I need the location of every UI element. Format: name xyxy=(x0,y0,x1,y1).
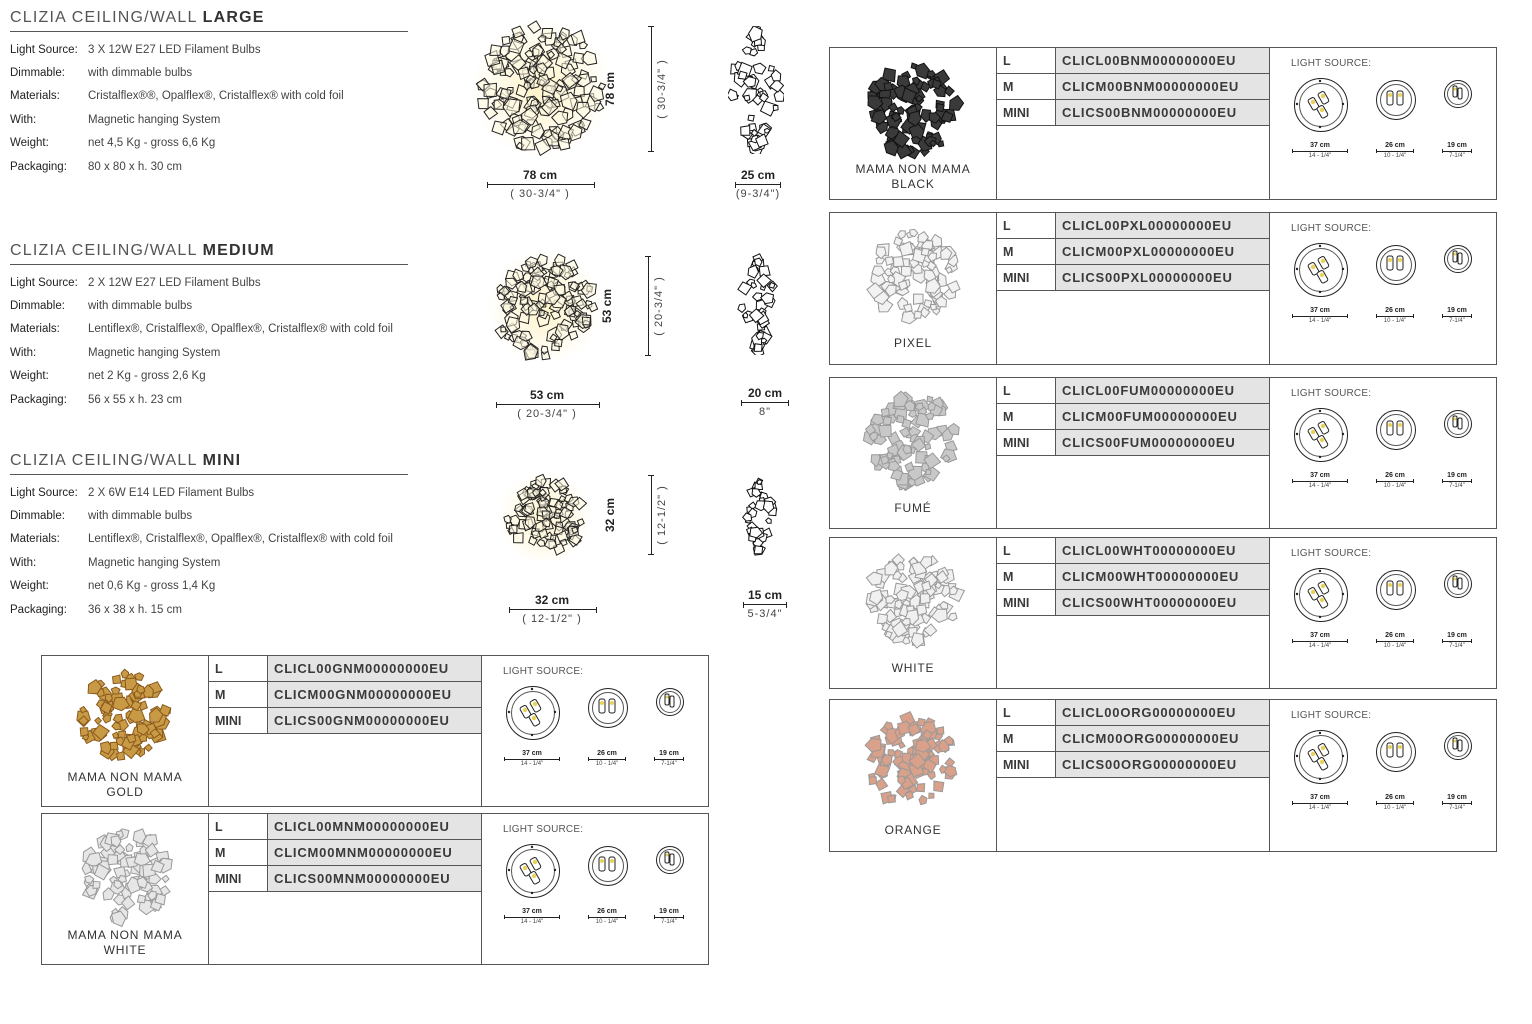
bulb-medium-dim: 26 cm 10 - 1/4" xyxy=(1376,307,1414,324)
bulb-medium-dim: 26 cm 10 - 1/4" xyxy=(1376,472,1414,489)
product-code: CLICS00MNM00000000EU xyxy=(267,866,481,891)
code-row xyxy=(997,74,1269,100)
product-code: CLICM00WHT00000000EU xyxy=(1055,564,1269,589)
light-source-panel xyxy=(481,814,708,964)
size-label: MINI xyxy=(1003,270,1030,285)
finish-name: FUMÉ xyxy=(894,501,932,515)
code-row xyxy=(209,814,481,840)
size-label: M xyxy=(1003,731,1014,746)
bulb-mini-icon xyxy=(656,846,684,874)
size-label: M xyxy=(1003,79,1014,94)
product-card xyxy=(41,813,709,965)
bulb-large-dim: 37 cm 14 - 1/4" xyxy=(1292,632,1348,649)
product-code: CLICM00GNM00000000EU xyxy=(267,682,481,707)
lamp-medium-side-icon xyxy=(736,253,780,355)
bulb-large-dim: 37 cm 14 - 1/4" xyxy=(1292,142,1348,159)
code-table xyxy=(997,48,1269,126)
lamp-finish-icon xyxy=(830,704,996,824)
spec-row: Packaging: 56 x 55 x h. 23 cm xyxy=(10,393,182,406)
finish-name: PIXEL xyxy=(893,336,933,350)
spec-row: With: Magnetic hanging System xyxy=(10,113,221,126)
product-code: CLICS00ORG00000000EU xyxy=(1055,752,1269,777)
lamp-mini-side-icon xyxy=(742,474,778,556)
product-code: CLICL00GNM00000000EU xyxy=(267,656,481,681)
bulb-large-icon xyxy=(1294,568,1348,622)
product-code: CLICS00WHT00000000EU xyxy=(1055,590,1269,615)
spec-row: Dimmable: with dimmable bulbs xyxy=(10,300,193,313)
code-row xyxy=(997,430,1269,456)
size-label: L xyxy=(1003,53,1011,68)
product-card xyxy=(829,47,1497,200)
lamp-large-front-icon xyxy=(468,20,614,156)
spec-row: Packaging: 80 x 80 x h. 30 cm xyxy=(10,160,182,173)
bulb-large-icon xyxy=(1294,78,1348,132)
product-code: CLICM00BNM00000000EU xyxy=(1055,74,1269,99)
size-label: L xyxy=(1003,705,1011,720)
spec-title: CLIZIA CEILING/WALL MINI xyxy=(10,452,408,475)
spec-row: Packaging: 36 x 38 x h. 15 cm xyxy=(10,603,182,616)
code-row xyxy=(997,538,1269,564)
bulb-mini-icon xyxy=(1444,570,1472,598)
bulb-mini-icon xyxy=(1444,80,1472,108)
spec-row: Materials: Lentiflex®, Cristalflex®, Opalflex®, Cristalflex® with cold foil xyxy=(10,533,393,546)
spec-title: CLIZIA CEILING/WALL MEDIUM xyxy=(10,242,408,265)
product-code: CLICL00ORG00000000EU xyxy=(1055,700,1269,725)
light-source-title: LIGHT SOURCE: xyxy=(1291,223,1372,234)
light-source-panel xyxy=(1269,700,1496,851)
code-row xyxy=(997,100,1269,126)
bulb-medium-dim: 26 cm 10 - 1/4" xyxy=(588,908,626,925)
dim-mini-depth: 15 cm 5-3/4" xyxy=(742,588,788,620)
finish-name: ORANGE xyxy=(884,823,942,837)
bulb-large-icon xyxy=(1294,408,1348,462)
bulb-medium-icon xyxy=(588,688,628,728)
size-label: MINI xyxy=(1003,595,1030,610)
lamp-mini-front-icon xyxy=(498,466,592,560)
spec-large xyxy=(10,9,408,178)
spec-row: Weight: net 4,5 Kg - gross 6,6 Kg xyxy=(10,137,216,150)
size-label: L xyxy=(1003,383,1011,398)
light-source-title: LIGHT SOURCE: xyxy=(1291,58,1372,69)
size-label: MINI xyxy=(1003,757,1030,772)
spec-row: Light Source: 2 X 6W E14 LED Filament Bulbs xyxy=(10,486,255,499)
bulb-large-dim: 37 cm 14 - 1/4" xyxy=(1292,472,1348,489)
code-row xyxy=(209,656,481,682)
lamp-finish-icon xyxy=(830,52,996,172)
code-row xyxy=(997,590,1269,616)
lamp-medium-front-icon xyxy=(488,250,602,364)
product-card xyxy=(829,377,1497,529)
size-label: M xyxy=(215,845,226,860)
spec-row: Dimmable: with dimmable bulbs xyxy=(10,67,193,80)
bulb-mini-dim: 19 cm 7-1/4" xyxy=(654,908,684,925)
size-label: MINI xyxy=(215,713,242,728)
dim-medium-height: 53 cm ( 20-3/4" ) xyxy=(645,256,651,356)
product-code: CLICL00MNM00000000EU xyxy=(267,814,481,839)
bulb-medium-icon xyxy=(1376,570,1416,610)
size-label: L xyxy=(1003,543,1011,558)
light-source-panel xyxy=(1269,213,1496,364)
bulb-mini-icon xyxy=(1444,245,1472,273)
bulb-medium-dim: 26 cm 10 - 1/4" xyxy=(588,750,626,767)
dim-medium-depth: 20 cm 8" xyxy=(740,386,790,418)
product-card xyxy=(829,212,1497,365)
light-source-panel xyxy=(1269,538,1496,688)
code-table xyxy=(997,538,1269,616)
code-row xyxy=(209,682,481,708)
finish-name: WHITE xyxy=(891,661,935,675)
size-label: M xyxy=(1003,409,1014,424)
code-row xyxy=(997,752,1269,778)
bulb-large-dim: 37 cm 14 - 1/4" xyxy=(1292,794,1348,811)
code-row xyxy=(209,840,481,866)
product-code: CLICM00PXL00000000EU xyxy=(1055,239,1269,264)
code-row xyxy=(997,213,1269,239)
bulb-mini-icon xyxy=(1444,410,1472,438)
lamp-finish-icon xyxy=(830,382,996,502)
bulb-medium-icon xyxy=(1376,410,1416,450)
bulb-mini-dim: 19 cm 7-1/4" xyxy=(1442,142,1472,159)
product-code: CLICS00GNM00000000EU xyxy=(267,708,481,733)
spec-mini xyxy=(10,452,408,621)
bulb-large-dim: 37 cm 14 - 1/4" xyxy=(504,750,560,767)
bulb-medium-dim: 26 cm 10 - 1/4" xyxy=(1376,632,1414,649)
product-code: CLICS00PXL00000000EU xyxy=(1055,265,1269,290)
bulb-medium-icon xyxy=(1376,245,1416,285)
light-source-panel xyxy=(1269,48,1496,199)
code-row xyxy=(209,708,481,734)
bulb-mini-dim: 19 cm 7-1/4" xyxy=(1442,472,1472,489)
bulb-medium-dim: 26 cm 10 - 1/4" xyxy=(1376,794,1414,811)
product-code: CLICM00ORG00000000EU xyxy=(1055,726,1269,751)
size-label: MINI xyxy=(1003,105,1030,120)
spec-row: Materials: Cristalflex®®, Opalflex®, Cristalflex® with cold foil xyxy=(10,90,344,103)
code-row xyxy=(997,700,1269,726)
code-table xyxy=(997,700,1269,778)
size-label: L xyxy=(1003,218,1011,233)
bulb-large-icon xyxy=(506,686,560,740)
code-table xyxy=(997,213,1269,291)
size-label: M xyxy=(215,687,226,702)
bulb-large-dim: 37 cm 14 - 1/4" xyxy=(504,908,560,925)
spec-row: Weight: net 2 Kg - gross 2,6 Kg xyxy=(10,370,206,383)
light-source-title: LIGHT SOURCE: xyxy=(1291,548,1372,559)
bulb-medium-dim: 26 cm 10 - 1/4" xyxy=(1376,142,1414,159)
product-card xyxy=(829,537,1497,689)
size-label: L xyxy=(215,819,223,834)
bulb-medium-icon xyxy=(1376,732,1416,772)
light-source-title: LIGHT SOURCE: xyxy=(1291,388,1372,399)
spec-row: Materials: Lentiflex®, Cristalflex®, Opalflex®, Cristalflex® with cold foil xyxy=(10,323,393,336)
bulb-large-dim: 37 cm 14 - 1/4" xyxy=(1292,307,1348,324)
spec-row: Light Source: 3 X 12W E27 LED Filament Bulbs xyxy=(10,43,261,56)
size-label: M xyxy=(1003,244,1014,259)
code-row xyxy=(997,378,1269,404)
product-code: CLICL00PXL00000000EU xyxy=(1055,213,1269,238)
light-source-panel xyxy=(481,656,708,806)
dim-medium-width: 53 cm ( 20-3/4" ) xyxy=(496,388,598,420)
bulb-mini-icon xyxy=(656,688,684,716)
code-row xyxy=(997,404,1269,430)
spec-medium xyxy=(10,242,408,411)
product-card xyxy=(41,655,709,807)
light-source-title: LIGHT SOURCE: xyxy=(503,824,584,835)
spec-title: CLIZIA CEILING/WALL LARGE xyxy=(10,9,408,32)
lamp-finish-icon xyxy=(42,660,208,780)
code-table xyxy=(209,656,481,734)
lamp-finish-icon xyxy=(830,542,996,662)
product-code: CLICM00MNM00000000EU xyxy=(267,840,481,865)
spec-row: Dimmable: with dimmable bulbs xyxy=(10,510,193,523)
code-row xyxy=(997,48,1269,74)
product-code: CLICL00FUM00000000EU xyxy=(1055,378,1269,403)
bulb-mini-dim: 19 cm 7-1/4" xyxy=(654,750,684,767)
bulb-large-icon xyxy=(1294,243,1348,297)
dim-mini-width: 32 cm ( 12-1/2" ) xyxy=(509,593,595,625)
bulb-mini-dim: 19 cm 7-1/4" xyxy=(1442,307,1472,324)
bulb-medium-icon xyxy=(588,846,628,886)
dim-large-depth: 25 cm (9-3/4") xyxy=(735,168,781,200)
product-code: CLICL00WHT00000000EU xyxy=(1055,538,1269,563)
bulb-mini-icon xyxy=(1444,732,1472,760)
finish-name: MAMA NON MAMA WHITE xyxy=(67,928,183,957)
size-label: M xyxy=(1003,569,1014,584)
code-table xyxy=(997,378,1269,456)
spec-row: Light Source: 2 X 12W E27 LED Filament Bulbs xyxy=(10,276,261,289)
dim-large-height: 78 cm ( 30-3/4" ) xyxy=(648,26,654,152)
light-source-panel xyxy=(1269,378,1496,528)
finish-name: MAMA NON MAMA GOLD xyxy=(67,770,183,799)
light-source-title: LIGHT SOURCE: xyxy=(503,666,584,677)
code-row xyxy=(997,564,1269,590)
bulb-mini-dim: 19 cm 7-1/4" xyxy=(1442,632,1472,649)
product-code: CLICL00BNM00000000EU xyxy=(1055,48,1269,73)
size-label: MINI xyxy=(1003,435,1030,450)
code-row xyxy=(997,265,1269,291)
lamp-finish-icon xyxy=(42,818,208,938)
size-label: L xyxy=(215,661,223,676)
bulb-large-icon xyxy=(506,844,560,898)
lamp-finish-icon xyxy=(830,217,996,337)
spec-row: With: Magnetic hanging System xyxy=(10,556,221,569)
code-row xyxy=(997,239,1269,265)
code-table xyxy=(209,814,481,892)
code-row xyxy=(209,866,481,892)
dim-mini-height: 32 cm ( 12-1/2" ) xyxy=(648,475,654,555)
product-code: CLICS00FUM00000000EU xyxy=(1055,430,1269,455)
product-card xyxy=(829,699,1497,852)
light-source-title: LIGHT SOURCE: xyxy=(1291,710,1372,721)
code-row xyxy=(997,726,1269,752)
finish-name: MAMA NON MAMA BLACK xyxy=(855,162,971,191)
lamp-large-side-icon xyxy=(728,26,784,154)
product-code: CLICM00FUM00000000EU xyxy=(1055,404,1269,429)
product-code: CLICS00BNM00000000EU xyxy=(1055,100,1269,125)
size-label: MINI xyxy=(215,871,242,886)
bulb-medium-icon xyxy=(1376,80,1416,120)
spec-row: Weight: net 0,6 Kg - gross 1,4 Kg xyxy=(10,580,216,593)
spec-row: With: Magnetic hanging System xyxy=(10,346,221,359)
bulb-large-icon xyxy=(1294,730,1348,784)
dim-large-width: 78 cm ( 30-3/4" ) xyxy=(487,168,593,200)
bulb-mini-dim: 19 cm 7-1/4" xyxy=(1442,794,1472,811)
